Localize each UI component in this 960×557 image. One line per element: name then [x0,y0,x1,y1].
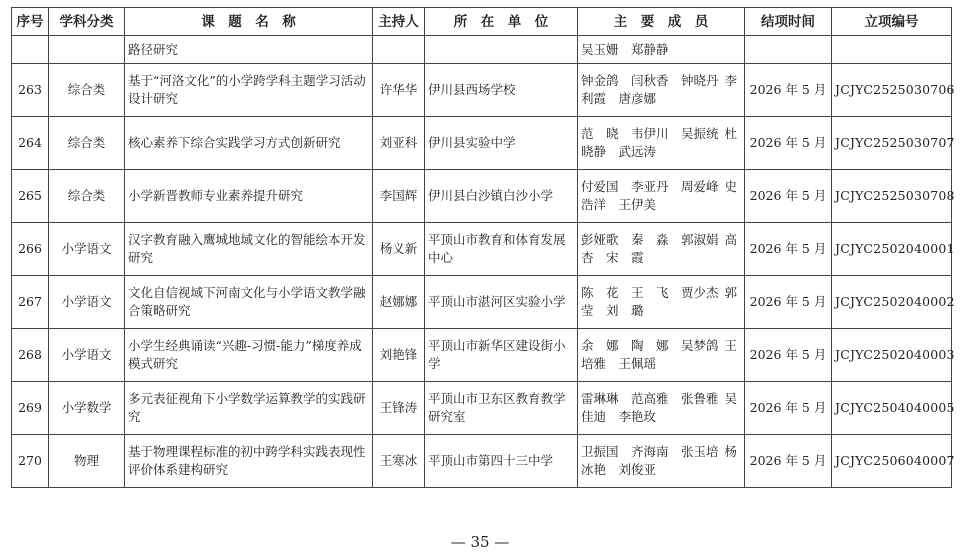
table-row [12,117,952,170]
cell-members: 付爱国 李亚丹 周爱峰 史浩洋 王伊美 [578,170,745,223]
cell-date: 2026 年 5 月 [745,117,832,170]
cell-date: 2026 年 5 月 [745,276,832,329]
cell-category: 综合类 [49,64,125,117]
table-row [12,435,952,488]
cell-title: 路径研究 [125,36,373,64]
cell-unit: 平顶山市新华区建设街小学 [425,329,578,382]
cell-date: 2026 年 5 月 [745,223,832,276]
cell-unit: 伊川县实验中学 [425,117,578,170]
table-row [12,276,952,329]
cell-members: 卫振国 齐海南 张玉培 杨冰艳 刘俊亚 [578,435,745,488]
cell-code: JCJYC2525030708 [832,170,952,223]
cell-unit: 平顶山市湛河区实验小学 [425,276,578,329]
cell-category: 物理 [49,435,125,488]
cell-title: 多元表征视角下小学数学运算教学的实践研究 [125,382,373,435]
cell-host: 赵娜娜 [373,276,425,329]
cell-category: 小学语文 [49,329,125,382]
cell-category [49,36,125,64]
cell-members: 雷琳琳 范高雅 张鲁雅 吴佳迪 李艳玫 [578,382,745,435]
cell-code [832,36,952,64]
cell-code: JCJYC2506040007 [832,435,952,488]
table-row-continued [12,36,952,64]
cell-unit: 伊川县西场学校 [425,64,578,117]
table-header-row [12,8,952,36]
cell-unit: 平顶山市卫东区教育教学研究室 [425,382,578,435]
cell-date: 2026 年 5 月 [745,435,832,488]
table-row [12,329,952,382]
cell-title: 基于“河洛文化”的小学跨学科主题学习活动设计研究 [125,64,373,117]
cell-unit: 平顶山市教育和体育发展中心 [425,223,578,276]
cell-date: 2026 年 5 月 [745,329,832,382]
cell-host: 王锋涛 [373,382,425,435]
table-row [12,223,952,276]
cell-code: JCJYC2525030706 [832,64,952,117]
project-table [11,7,955,488]
cell-code: JCJYC2525030707 [832,117,952,170]
cell-category: 小学语文 [49,223,125,276]
cell-category: 小学数学 [49,382,125,435]
cell-category: 综合类 [49,170,125,223]
cell-host: 王寒冰 [373,435,425,488]
table-row [12,170,952,223]
cell-no: 265 [12,170,49,223]
cell-host: 刘艳锋 [373,329,425,382]
cell-date: 2026 年 5 月 [745,170,832,223]
cell-no: 264 [12,117,49,170]
cell-host [373,36,425,64]
page-number: — 35 — [450,533,510,551]
cell-unit: 平顶山市第四十三中学 [425,435,578,488]
cell-no: 270 [12,435,49,488]
table-row [12,382,952,435]
cell-no: 268 [12,329,49,382]
cell-code: JCJYC2504040005 [832,382,952,435]
cell-date: 2026 年 5 月 [745,382,832,435]
cell-members: 吴玉姗 郑静静 [578,36,745,64]
cell-members: 钟金鸽 闫秋香 钟晓丹 李利霞 唐彦娜 [578,64,745,117]
cell-code: JCJYC2502040001 [832,223,952,276]
cell-no: 266 [12,223,49,276]
cell-title: 基于物理课程标准的初中跨学科实践表现性评价体系建构研究 [125,435,373,488]
cell-members: 范 晓 韦伊川 吴振统 杜晓静 武远涛 [578,117,745,170]
cell-unit [425,36,578,64]
cell-title: 汉字教育融入鹰城地域文化的智能绘本开发研究 [125,223,373,276]
header-code: 立项编号 [832,8,952,36]
header-title: 课 题 名 称 [125,8,373,36]
cell-no: 269 [12,382,49,435]
cell-no: 267 [12,276,49,329]
cell-date: 2026 年 5 月 [745,64,832,117]
cell-title: 文化自信视域下河南文化与小学语文教学融合策略研究 [125,276,373,329]
cell-host: 李国辉 [373,170,425,223]
cell-code: JCJYC2502040003 [832,329,952,382]
cell-members: 陈 花 王 飞 贾少杰 郭 莹 刘 璐 [578,276,745,329]
cell-members: 余 娜 陶 娜 吴梦鸽 王培雅 王佩瑶 [578,329,745,382]
header-host: 主持人 [373,8,425,36]
cell-title: 小学生经典诵读“兴趣-习惯-能力”梯度养成模式研究 [125,329,373,382]
header-unit: 所 在 单 位 [425,8,578,36]
cell-category: 综合类 [49,117,125,170]
header-category: 学科分类 [49,8,125,36]
header-members: 主 要 成 员 [578,8,745,36]
header-date: 结项时间 [745,8,832,36]
cell-date [745,36,832,64]
cell-host: 许华华 [373,64,425,117]
cell-title: 小学新晋教师专业素养提升研究 [125,170,373,223]
table-row [12,64,952,117]
cell-members: 彭娅歌 秦 淼 郭淑娟 高 杏 宋 霞 [578,223,745,276]
cell-no: 263 [12,64,49,117]
cell-category: 小学语文 [49,276,125,329]
cell-unit: 伊川县白沙镇白沙小学 [425,170,578,223]
cell-title: 核心素养下综合实践学习方式创新研究 [125,117,373,170]
cell-no [12,36,49,64]
cell-host: 刘亚科 [373,117,425,170]
header-no: 序号 [12,8,49,36]
cell-host: 杨义新 [373,223,425,276]
cell-code: JCJYC2502040002 [832,276,952,329]
